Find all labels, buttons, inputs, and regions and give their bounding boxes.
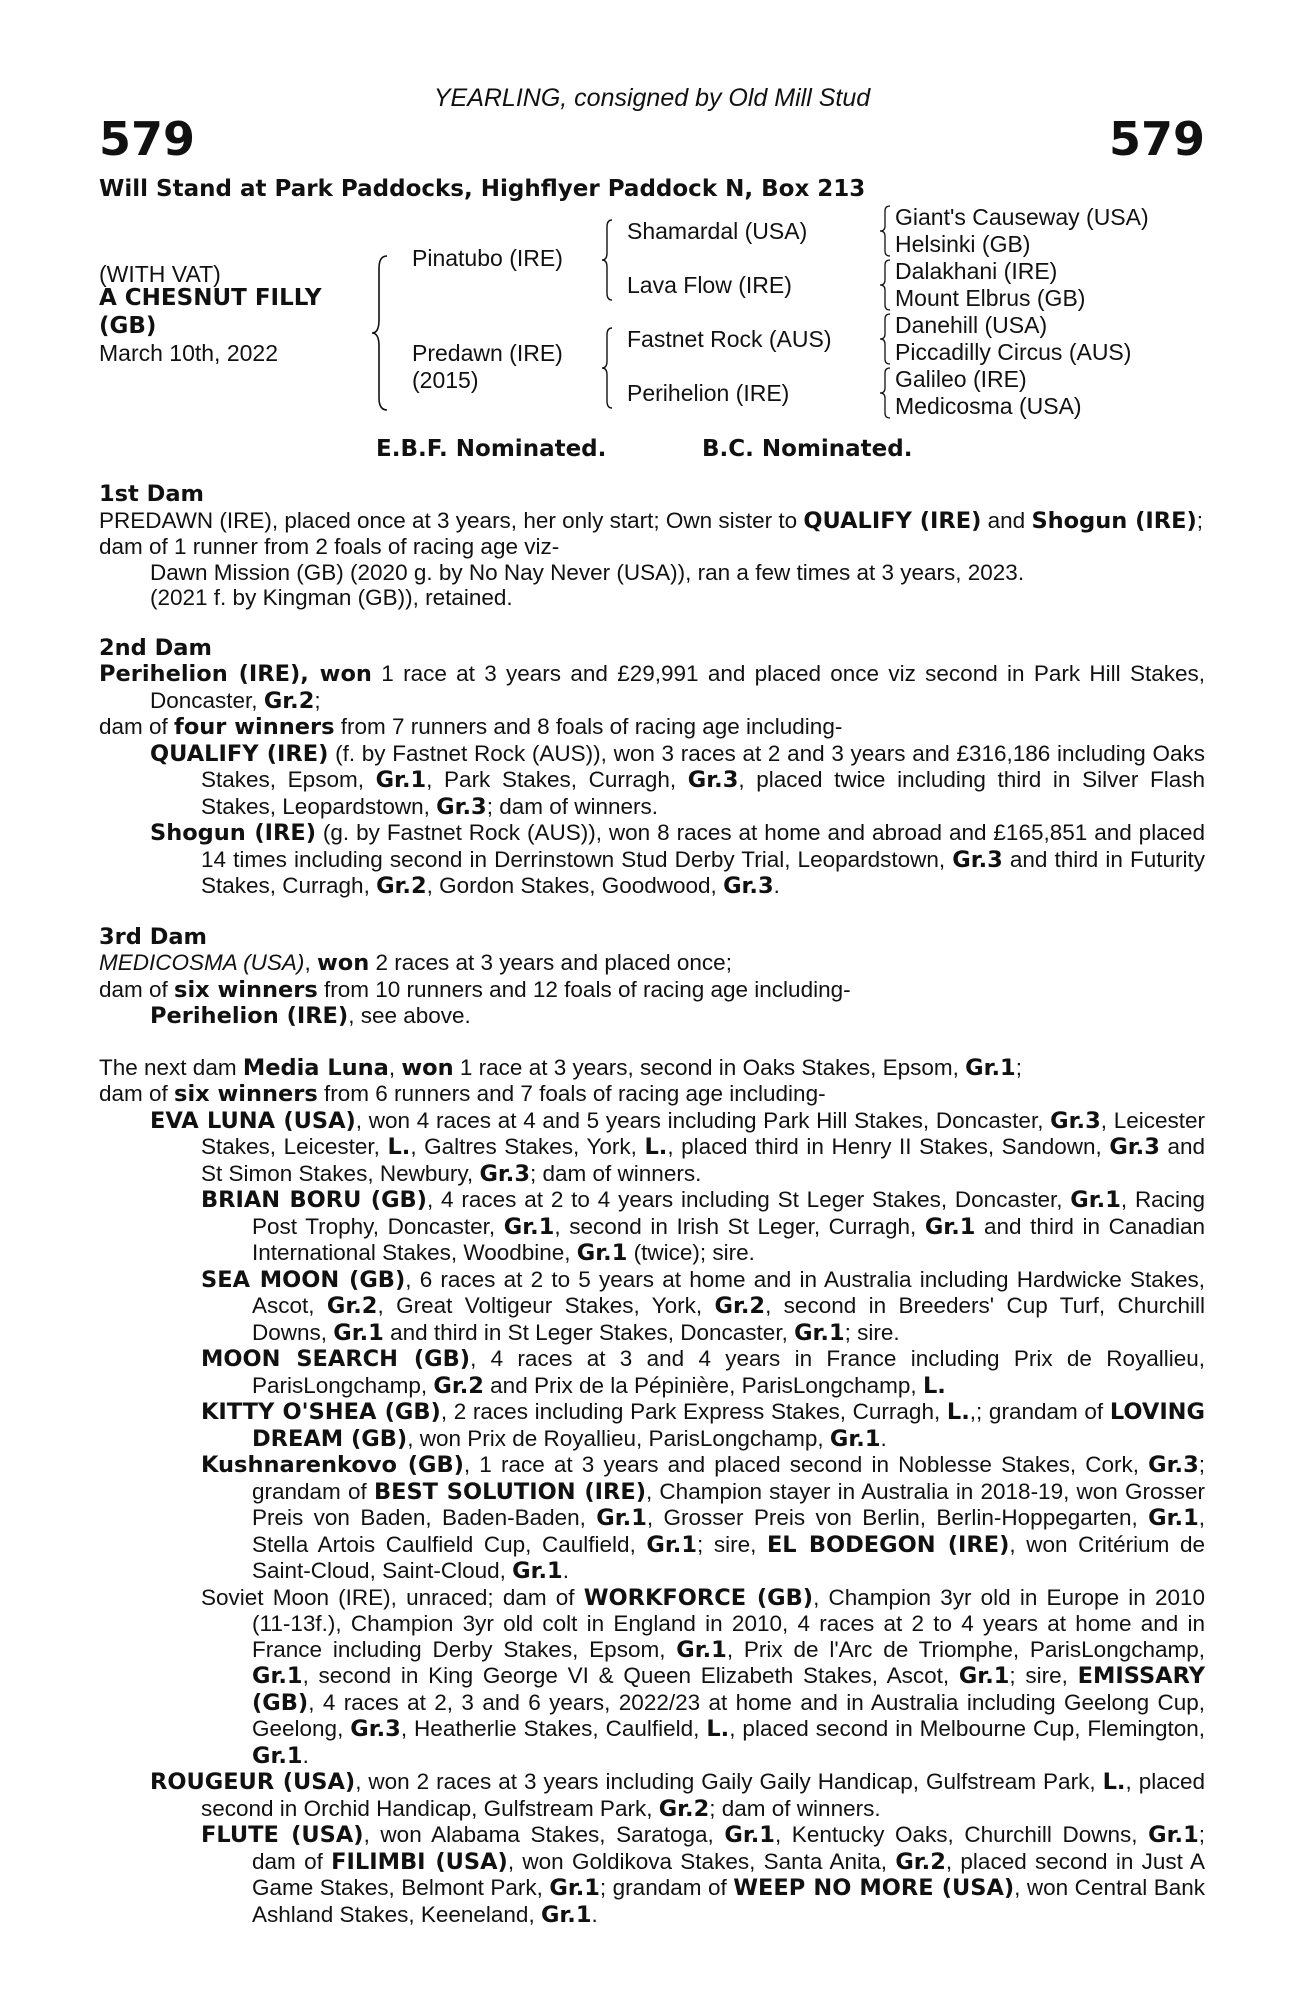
bold-text: EL BODEGON (IRE)	[766, 1531, 1010, 1558]
bold-text: Gr.2	[895, 1848, 946, 1875]
great-granddam-1: Helsinki (GB)	[895, 231, 1031, 257]
text-run: , Grosser Preis von Berlin, Berlin-Hoppegarten,	[646, 1505, 1149, 1530]
brace-g1-icon	[878, 204, 892, 258]
vat-label: (WITH VAT)	[99, 261, 221, 287]
bold-text: Gr.1	[540, 1901, 592, 1928]
bold-text: four winners	[174, 714, 335, 740]
text-run: , placed second in Melbourne Cup, Flemington,	[729, 1716, 1205, 1741]
bold-text: Gr.1	[596, 1505, 647, 1531]
text-run: Soviet Moon (IRE), unraced; dam of	[201, 1584, 584, 1610]
text-run: , second in King George VI & Queen Elizabeth Stakes, Ascot,	[302, 1663, 959, 1688]
text-run: Dawn Mission (GB) (2020 g. by No Nay Never (USA)), ran a few times at 3 years, 2023.	[150, 559, 1025, 585]
pedigree-paragraph	[99, 1399, 1205, 1452]
text-run: and Prix de la Pépinière, ParisLongchamp,	[483, 1372, 923, 1398]
text-run: , 2 races including Park Express Stakes, Curragh,	[440, 1399, 947, 1424]
bold-text: Media Luna	[242, 1054, 389, 1081]
pedigree-paragraph	[99, 1187, 1205, 1267]
sire: Pinatubo (IRE)	[412, 245, 563, 271]
bold-text: Gr.1	[503, 1213, 555, 1240]
text-run: ; grandam of	[252, 1452, 1205, 1504]
great-granddam-3: Piccadilly Circus (AUS)	[895, 339, 1132, 365]
pedigree-paragraph	[99, 820, 1205, 900]
pedigree-paragraph	[99, 714, 1205, 741]
text-run: , won Alabama Stakes, Saratoga,	[363, 1822, 725, 1847]
pedigree-paragraph	[99, 1585, 1205, 1770]
text-run: , see above.	[348, 1003, 471, 1028]
text-run: , won Critérium de Saint-Cloud, Saint-Cloud,	[252, 1531, 1205, 1583]
text-run: , Galtres Stakes, York,	[410, 1134, 645, 1159]
pedigree-paragraph	[99, 1003, 1205, 1030]
dam-year: (2015)	[412, 367, 479, 393]
text-run: from 10 runners and 12 foals of racing age including-	[317, 976, 851, 1002]
bold-text: Gr.1	[958, 1663, 1010, 1689]
text-run: ; dam of winners.	[709, 1795, 881, 1821]
sire-sire: Shamardal (USA)	[627, 218, 808, 244]
text-run: , second in Breeders' Cup Turf, Churchill Downs,	[252, 1293, 1206, 1345]
bold-text: Gr.1	[1148, 1505, 1199, 1531]
pedigree-paragraph	[99, 534, 1205, 560]
text-run: , Prix de l'Arc de Triomphe, ParisLongchamp,	[726, 1636, 1205, 1662]
bold-text: Shogun (IRE)	[1031, 507, 1197, 534]
horse-name-suffix: (GB)	[99, 313, 157, 339]
bold-text: L.	[946, 1399, 970, 1425]
great-grandsire-3: Danehill (USA)	[895, 312, 1048, 338]
pedigree-paragraph	[99, 661, 1205, 714]
brace-sire-dam-icon	[369, 254, 391, 412]
bold-text: Gr.3	[1148, 1452, 1199, 1478]
pedigree-paragraph	[99, 1346, 1205, 1399]
bold-text: LOVING DREAM (GB)	[252, 1399, 1205, 1452]
bold-text: Gr.1	[829, 1425, 881, 1452]
bold-text: L.	[387, 1134, 411, 1160]
pedigree-paragraph	[99, 741, 1205, 821]
bold-text: FILIMBI (USA)	[331, 1848, 508, 1875]
text-run: , 4 races at 3 and 4 years in France including Prix de Royallieu, ParisLongchamp,	[252, 1346, 1205, 1398]
text-run: , placed second in Orchid Handicap, Gulfstream Park,	[201, 1769, 1205, 1821]
lot-number-left: 579	[99, 112, 196, 166]
text-run: , won 4 races at 4 and 5 years including Park Hill Stakes, Doncaster,	[355, 1107, 1051, 1133]
pedigree-paragraph	[99, 1769, 1205, 1822]
bold-text: EVA LUNA (USA)	[150, 1107, 356, 1134]
text-run: , placed third in Henry II Stakes, Sandown,	[667, 1134, 1110, 1159]
text-run: , placed second in Just A Game Stakes, Belmont Park,	[252, 1848, 1205, 1900]
dam-sire: Fastnet Rock (AUS)	[627, 326, 832, 352]
consignment-title: YEARLING, consigned by Old Mill Stud	[433, 84, 871, 112]
text-run: , Kentucky Oaks, Churchill Downs,	[774, 1822, 1149, 1847]
bold-text: Gr.3	[1050, 1107, 1101, 1134]
text-run: , 4 races at 2, 3 and 6 years, 2022/23 at home and in Australia including Geelong Cup, Geelong,	[252, 1689, 1205, 1741]
bold-text: Shogun (IRE)	[150, 820, 316, 846]
text-run: , Gordon Stakes, Goodwood,	[426, 873, 724, 898]
bold-text: Gr.2	[433, 1372, 484, 1399]
text-run: .	[562, 1558, 569, 1583]
text-run: , Heatherlie Stakes, Caulfield,	[400, 1716, 707, 1741]
text-run: .	[591, 1901, 598, 1927]
text-run: ,; grandam of	[969, 1399, 1110, 1424]
bold-text: Gr.1	[549, 1875, 600, 1901]
section-gap	[99, 611, 1205, 636]
text-run: , 4 races at 2 to 4 years including St Leger Stakes, Doncaster,	[426, 1187, 1071, 1212]
pedigree-paragraph	[99, 1081, 1205, 1108]
catalogue-page	[99, 0, 1205, 2000]
pedigree-paragraph	[99, 560, 1205, 586]
text-run: , Leicester Stakes, Leicester,	[201, 1107, 1206, 1159]
bold-text: EMISSARY (GB)	[252, 1663, 1205, 1716]
brace-dam-parents-icon	[599, 326, 615, 410]
bold-text: Gr.1	[252, 1663, 303, 1689]
ebf-nomination: E.B.F. Nominated.	[376, 436, 607, 462]
brace-sire-parents-icon	[599, 218, 615, 302]
text-run: and third in St Leger Stakes, Doncaster,	[383, 1319, 795, 1345]
text-run: and third in Canadian International Stakes, Woodbine,	[252, 1213, 1206, 1265]
pedigree-paragraph	[99, 1055, 1205, 1082]
bold-text: six winners	[174, 1081, 318, 1107]
great-grandsire-4: Galileo (IRE)	[895, 366, 1027, 392]
bold-text: Perihelion (IRE)	[150, 1003, 349, 1029]
foaling-date: March 10th, 2022	[99, 340, 279, 366]
bold-text: Kushnarenkovo (GB)	[201, 1452, 464, 1478]
bold-text: Gr.1	[676, 1636, 727, 1663]
dam-dam: Perihelion (IRE)	[627, 380, 790, 406]
bold-text: Gr.1	[512, 1558, 563, 1584]
text-run: ;	[1196, 507, 1203, 533]
text-run: ,	[388, 1054, 402, 1080]
text-run: ; dam of winners.	[530, 1160, 702, 1186]
text-run: PREDAWN (IRE), placed once at 3 years, her only start; Own sister to	[99, 507, 804, 533]
text-run: , won 2 races at 3 years including Gaily Gaily Handicap, Gulfstream Park,	[355, 1769, 1103, 1794]
bold-text: L.	[644, 1134, 668, 1160]
bold-text: Gr.2	[376, 873, 427, 899]
pedigree-paragraph	[99, 585, 1205, 611]
text-run: , Park Stakes, Curragh,	[426, 767, 688, 792]
bold-text: Gr.1	[333, 1319, 384, 1346]
text-run: , Stella Artois Caulfield Cup, Caulfield,	[252, 1505, 1205, 1557]
pedigree-paragraph	[99, 508, 1205, 535]
text-run: (twice); sire.	[627, 1240, 755, 1265]
section-heading: 1st Dam	[99, 481, 204, 507]
text-run: .	[773, 873, 780, 898]
great-grandsire-2: Dalakhani (IRE)	[895, 258, 1058, 284]
text-run: ; grandam of	[599, 1875, 734, 1900]
bold-text: L.	[922, 1372, 946, 1399]
lot-number-right: 579	[1108, 112, 1205, 166]
pedigree-paragraph	[99, 977, 1205, 1004]
bold-text: QUALIFY (IRE)	[803, 507, 982, 534]
text-run: , second in Irish St Leger, Curragh,	[554, 1213, 925, 1239]
stabling-location: Will Stand at Park Paddocks, Highflyer Paddock N, Box 213	[99, 176, 866, 202]
text-run: , 6 races at 2 to 5 years at home and in Australia including Hardwicke Stakes, Ascot,	[252, 1266, 1205, 1318]
text-run: dam of 1 runner from 2 foals of racing age viz-	[99, 534, 560, 559]
pedigree-paragraph	[99, 1452, 1205, 1585]
dam-section	[99, 482, 1205, 611]
text-run: from 7 runners and 8 foals of racing age including-	[334, 714, 843, 739]
dam-section	[99, 900, 1205, 1030]
text-run: , Champion 3yr old in Europe in 2010 (11-13f.), Champion 3yr old colt in England in 2010, 4 races at 2 to 4 years at home and in France including Derby Stakes, Epsom,	[252, 1584, 1205, 1662]
text-run: and	[981, 507, 1032, 533]
dam: Predawn (IRE)	[412, 340, 563, 366]
text-run: .	[880, 1425, 887, 1451]
bold-text: Gr.3	[1109, 1134, 1160, 1160]
bold-text: Gr.1	[252, 1742, 303, 1769]
text-run: ,	[304, 950, 317, 975]
bold-text: BEST SOLUTION (IRE)	[373, 1478, 646, 1505]
brace-g2-icon	[878, 258, 892, 312]
text-run: from 6 runners and 7 foals of racing age including-	[317, 1081, 826, 1106]
text-run: ; dam of winners.	[486, 793, 659, 819]
section-gap	[99, 1030, 1205, 1055]
bold-text: WORKFORCE (GB)	[583, 1584, 814, 1611]
bold-text: KITTY O'SHEA (GB)	[201, 1399, 441, 1425]
text-run: 1 race at 3 years, second in Oaks Stakes, Epsom,	[453, 1054, 966, 1080]
text-run: , won Central Bank Ashland Stakes, Keeneland,	[252, 1875, 1205, 1927]
text-run: , won Goldikova Stakes, Santa Anita,	[507, 1848, 896, 1874]
bold-text: Gr.1	[724, 1822, 775, 1848]
great-granddam-4: Medicosma (USA)	[895, 393, 1082, 419]
text-run: ; sire,	[1009, 1663, 1078, 1688]
text-run: ; dam of	[252, 1822, 1205, 1874]
bold-text: BRIAN BORU (GB)	[201, 1187, 427, 1213]
text-run: , Champion stayer in Australia in 2018-19, won Grosser Preis von Baden, Baden-Baden,	[252, 1478, 1205, 1530]
bold-text: Gr.3	[723, 873, 774, 899]
text-run: and third in Futurity Stakes, Curragh,	[201, 846, 1206, 898]
bold-text: won	[316, 950, 370, 976]
section-heading: 3rd Dam	[99, 923, 207, 950]
text-run: dam of	[99, 1081, 175, 1106]
catalogue-body	[99, 482, 1205, 1928]
bold-text: Gr.1	[965, 1054, 1016, 1081]
horse-name: A CHESNUT FILLY	[99, 285, 322, 311]
text-run: .	[302, 1742, 309, 1768]
text-run: and St Simon Stakes, Newbury,	[201, 1134, 1205, 1186]
bold-text: QUALIFY (IRE)	[150, 740, 329, 767]
bold-text: Gr.3	[687, 767, 739, 793]
text-run: , placed twice including third in Silver Flash Stakes, Leopardstown,	[201, 767, 1205, 819]
text-run: ; sire,	[696, 1531, 767, 1557]
bold-text: ROUGEUR (USA)	[150, 1769, 356, 1795]
text-run: ;	[314, 687, 321, 713]
text-run: The next dam	[99, 1054, 243, 1080]
bold-text: MOON SEARCH (GB)	[201, 1346, 471, 1372]
bold-text: Gr.1	[924, 1213, 976, 1240]
bold-text: Gr.3	[350, 1716, 401, 1742]
text-run: (2021 f. by Kingman (GB)), retained.	[150, 585, 513, 610]
brace-g3-icon	[878, 312, 892, 366]
bold-text: Gr.2	[263, 687, 315, 714]
text-run: dam of	[99, 976, 175, 1002]
great-grandsire-1: Giant's Causeway (USA)	[895, 204, 1149, 230]
pedigree-paragraph	[99, 1267, 1205, 1347]
text-run: ;	[1015, 1054, 1022, 1080]
text-run: 2 races at 3 years and placed once;	[369, 950, 732, 975]
brace-g4-icon	[878, 366, 892, 420]
text-run: 1 race at 3 years and £29,991 and placed once viz second in Park Hill Stakes, Doncaster,	[150, 661, 1205, 713]
pedigree-paragraph	[99, 950, 1205, 977]
bc-nomination: B.C. Nominated.	[702, 436, 913, 462]
bold-text: Gr.1	[1070, 1187, 1121, 1213]
bold-text: SEA MOON (GB)	[201, 1266, 406, 1293]
pedigree-paragraph	[99, 1108, 1205, 1188]
text-run: , Racing Post Trophy, Doncaster,	[252, 1187, 1205, 1239]
great-granddam-2: Mount Elbrus (GB)	[895, 285, 1086, 311]
text-run: (f. by Fastnet Rock (AUS)), won 3 races at 2 and 3 years and £316,186 including Oaks Stakes, Epsom,	[201, 740, 1205, 792]
bold-text: Gr.1	[794, 1319, 845, 1346]
bold-text: Gr.1	[375, 767, 427, 793]
bold-text: Gr.2	[714, 1293, 766, 1319]
sire-dam: Lava Flow (IRE)	[627, 272, 792, 298]
bold-text: L.	[1102, 1769, 1126, 1795]
bold-text: Gr.2	[326, 1293, 378, 1319]
bold-text: Gr.1	[1148, 1822, 1199, 1848]
bold-text: Gr.3	[436, 793, 487, 820]
italic-text: MEDICOSMA (USA)	[99, 950, 305, 975]
text-run: dam of	[99, 714, 175, 739]
bold-text: won	[401, 1054, 454, 1081]
text-run: ; sire.	[844, 1319, 900, 1345]
bold-text: Perihelion (IRE), won	[99, 661, 372, 687]
text-run: , Great Voltigeur Stakes, York,	[377, 1293, 715, 1318]
bold-text: Gr.1	[646, 1531, 697, 1558]
bold-text: FLUTE (USA)	[201, 1822, 364, 1848]
text-run: , won Prix de Royallieu, ParisLongchamp,	[407, 1425, 830, 1451]
bold-text: L.	[706, 1716, 730, 1742]
bold-text: six winners	[174, 976, 318, 1003]
section-heading: 2nd Dam	[99, 634, 212, 661]
text-run: , 1 race at 3 years and placed second in Noblesse Stakes, Cork,	[463, 1452, 1149, 1477]
bold-text: Gr.1	[576, 1240, 628, 1266]
pedigree-paragraph	[99, 1822, 1205, 1928]
text-run: (g. by Fastnet Rock (AUS)), won 8 races at home and abroad and £165,851 and placed 14 times including second in Derrinstown Stud Derby Trial, Leopardstown,	[201, 820, 1205, 872]
bold-text: Gr.3	[479, 1160, 530, 1187]
dam-section	[99, 611, 1205, 900]
bold-text: WEEP NO MORE (USA)	[733, 1875, 1015, 1901]
dam-section	[99, 1030, 1205, 1929]
bold-text: Gr.2	[658, 1795, 710, 1822]
section-gap	[99, 900, 1205, 925]
bold-text: Gr.3	[952, 846, 1003, 873]
